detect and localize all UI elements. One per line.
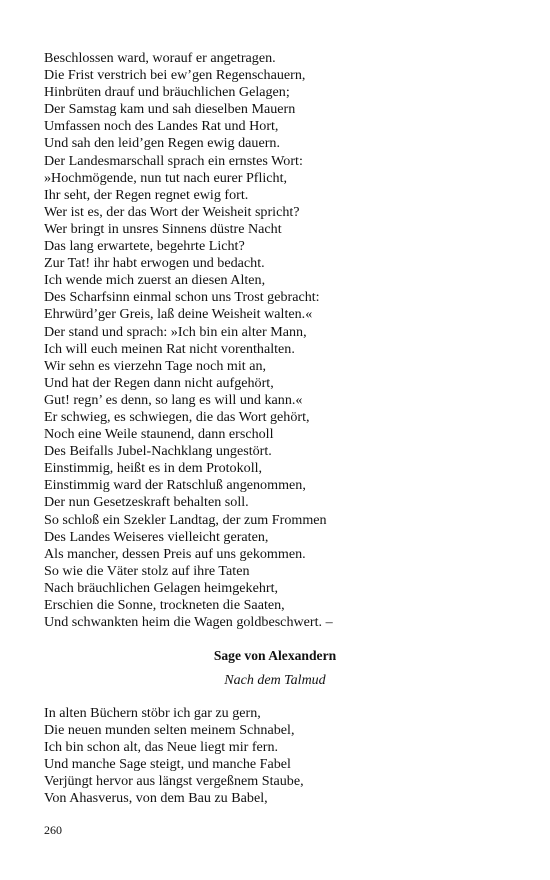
- verse-line: Wer ist es, der das Wort der Weisheit spricht?: [44, 203, 300, 220]
- verse-line: Des Beifalls Jubel-Nachklang ungestört.: [44, 443, 272, 460]
- verse-line: Nach bräuchlichen Gelagen heimgekehrt,: [44, 579, 279, 596]
- verse-line: So wie die Väter stolz auf ihre Taten: [44, 562, 250, 579]
- verse-line: Verjüngt hervor aus längst vergeßnem Staube,: [44, 773, 304, 790]
- verse-line: Des Scharfsinn einmal schon uns Trost gebracht:: [44, 289, 320, 306]
- verse-line: Und manche Sage steigt, und manche Fabel: [44, 756, 291, 773]
- verse-line: Des Landes Weiseres vielleicht geraten,: [44, 528, 269, 545]
- verse-line: Und hat der Regen dann nicht aufgehört,: [44, 374, 274, 391]
- poem-end-stanza: [44, 50, 514, 631]
- verse-line: Zur Tat! ihr habt erwogen und bedacht.: [44, 255, 265, 272]
- verse-line: Die Frist verstrich bei ew’gen Regenschauern,: [44, 67, 306, 84]
- verse-line: Der stand und sprach: »Ich bin ein alter Mann,: [44, 323, 307, 340]
- verse-line: Der Landesmarschall sprach ein ernstes Wort:: [44, 152, 303, 169]
- verse-line: Der nun Gesetzeskraft behalten soll.: [44, 494, 249, 511]
- verse-line: Ich bin schon alt, das Neue liegt mir fern.: [44, 739, 279, 756]
- verse-line: Der Samstag kam und sah dieselben Mauern: [44, 101, 296, 118]
- verse-line: Er schwieg, es schwiegen, die das Wort gehört,: [44, 408, 310, 425]
- verse-line: Einstimmig ward der Ratschluß angenommen,: [44, 477, 306, 494]
- verse-line: Ich will euch meinen Rat nicht vorenthalten.: [44, 340, 295, 357]
- verse-line: Und schwankten heim die Wagen goldbeschwert. –: [44, 614, 333, 631]
- verse-line: Ihr seht, der Regen regnet ewig fort.: [44, 186, 249, 203]
- verse-line: Umfassen noch des Landes Rat und Hort,: [44, 118, 279, 135]
- verse-line: Von Ahasverus, von dem Bau zu Babel,: [44, 790, 268, 807]
- verse-line: Erschien die Sonne, trockneten die Saaten,: [44, 597, 285, 613]
- verse-line: Das lang erwartete, begehrte Licht?: [44, 238, 245, 255]
- page-number: 260: [44, 823, 62, 837]
- verse-line: Und sah den leid’gen Regen ewig dauern.: [44, 135, 280, 152]
- verse-line: »Hochmögende, nun tut nach eurer Pflicht,: [44, 169, 288, 186]
- poem-title: Sage von Alexandern: [213, 648, 337, 663]
- verse-line: Einstimmig, heißt es in dem Protokoll,: [44, 460, 263, 477]
- verse-line: Hinbrüten drauf und bräuchlichen Gelagen;: [44, 84, 290, 101]
- verse-line: Gut! regn’ es denn, so lang es will und kann.«: [44, 391, 303, 408]
- poem-start-stanza: [44, 705, 514, 808]
- verse-line: In alten Büchern stöbr ich gar zu gern,: [44, 705, 261, 721]
- verse-line: Die neuen munden selten meinem Schnabel,: [44, 722, 295, 739]
- verse-line: Beschlossen ward, worauf er angetragen.: [44, 50, 276, 66]
- verse-line: Wir sehn es vierzehn Tage noch mit an,: [44, 357, 267, 374]
- verse-line: So schloß ein Szekler Landtag, der zum Frommen: [44, 511, 327, 528]
- verse-line: Als mancher, dessen Preis auf uns gekommen.: [44, 545, 306, 562]
- verse-line: Wer bringt in unsres Sinnens düstre Nacht: [44, 220, 282, 237]
- verse-line: Ich wende mich zuerst an diesen Alten,: [44, 272, 266, 289]
- verse-line: Ehrwürd’ger Greis, laß deine Weisheit walten.«: [44, 306, 313, 323]
- verse-line: Noch eine Weile staunend, dann erscholl: [44, 426, 274, 443]
- poem-subtitle: Nach dem Talmud: [224, 673, 326, 688]
